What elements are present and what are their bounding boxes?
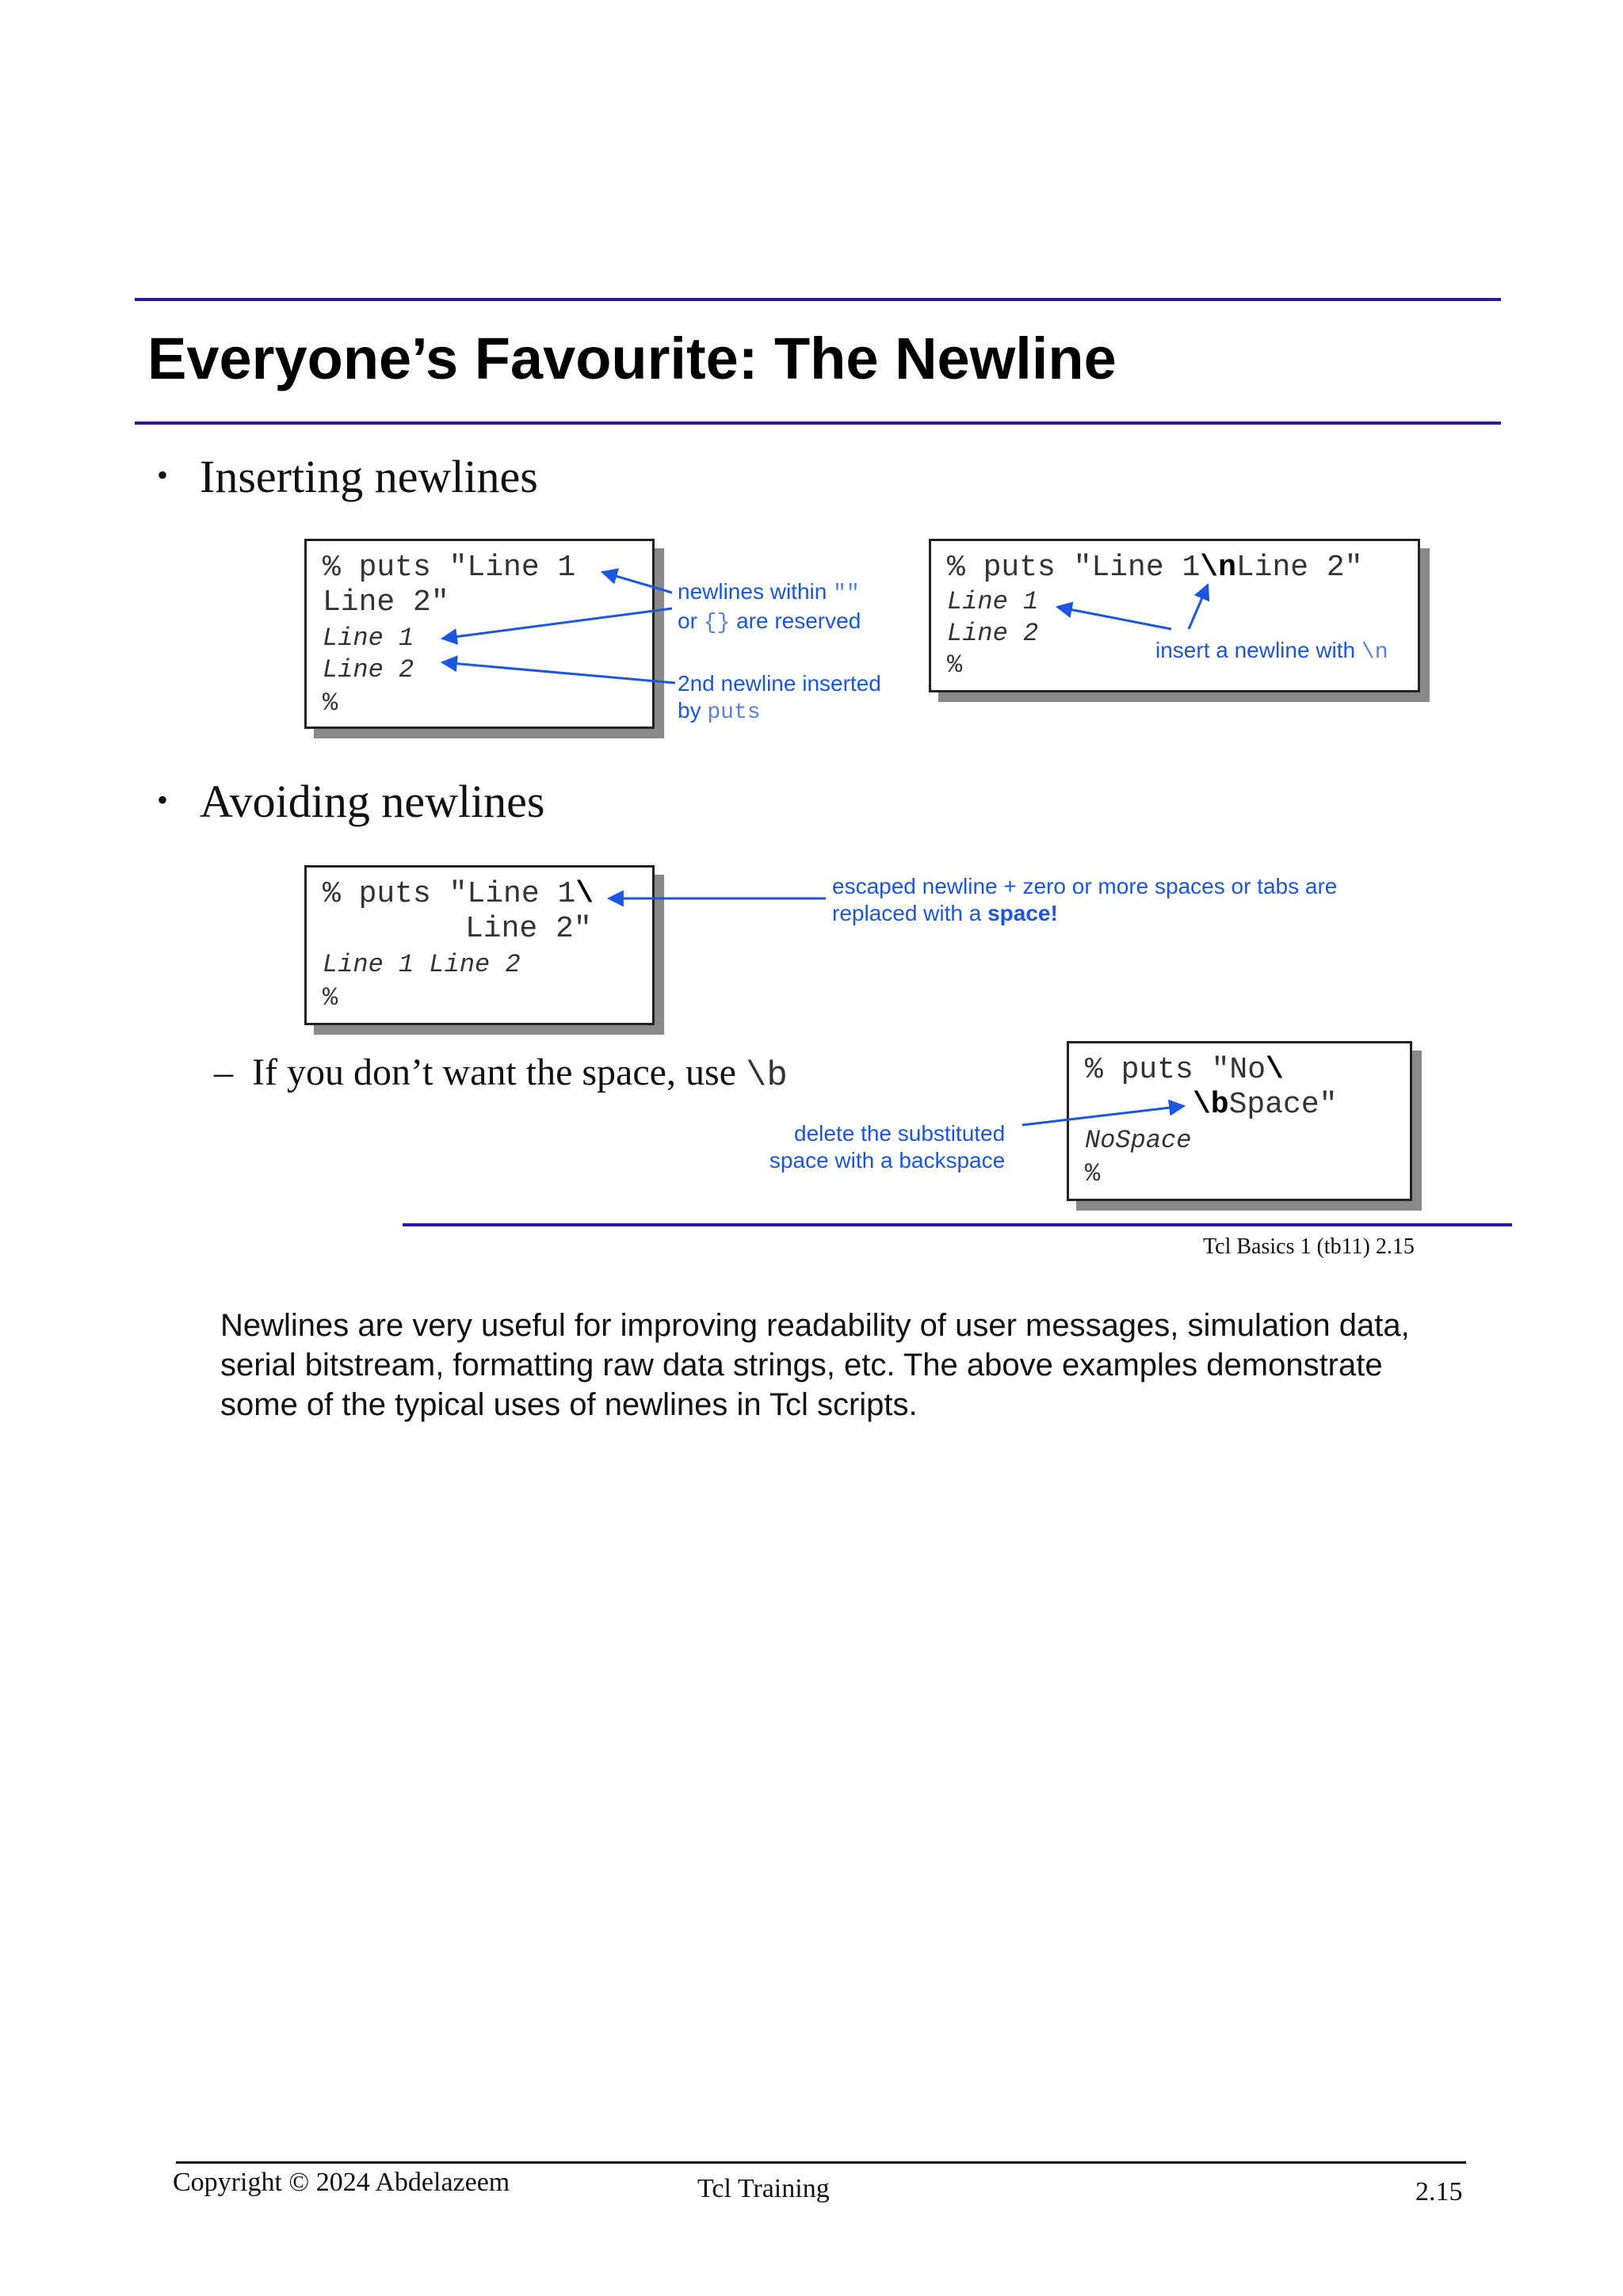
footer-copyright: Copyright © 2024 Abdelazeem <box>173 2168 510 2197</box>
code-line: % puts "Line 1\nLine 2" <box>947 551 1363 585</box>
note-insert-newline: insert a newline with \n <box>1155 638 1388 665</box>
sub-bullet-backspace: – If you don’t want the space, use \b <box>214 1051 788 1096</box>
prompt-line: % <box>323 983 338 1013</box>
arrow-to-output-line <box>442 608 672 639</box>
arrow-backspace <box>1022 1106 1184 1125</box>
code-line: Line 2" <box>323 585 449 620</box>
footer-rule <box>176 2161 1466 2164</box>
notes-paragraph: Newlines are very useful for improving readability of user messages, simulation data, serial bitstream, formatting raw data strings, etc. The above examples demonstrate some of the typical uses of newlines in Tcl scripts. <box>220 1308 1410 1422</box>
arrow-puts-newline <box>442 662 675 683</box>
code-line: % puts "No\ <box>1085 1053 1284 1087</box>
prompt-line: % <box>1085 1159 1101 1188</box>
output-line: Line 1 Line 2 <box>323 950 521 979</box>
note-newlines-reserved: newlines within "" or {} are reserved <box>678 579 861 635</box>
note-puts-newline: 2nd newline inserted by puts <box>678 671 881 725</box>
arrow-to-output <box>1057 607 1171 629</box>
code-line: Line 2" <box>465 912 592 946</box>
arrow-to-code-line <box>602 572 672 593</box>
output-line: Line 1 <box>947 587 1039 616</box>
output-line: NoSpace <box>1085 1126 1192 1155</box>
bullet-label: Inserting newlines <box>200 451 538 502</box>
note-delete-space: delete the substituted space with a backspace <box>769 1121 1006 1173</box>
code-line: % puts "Line 1 <box>323 551 576 585</box>
footer-center: Tcl Training <box>697 2174 830 2203</box>
code-line: \bSpace" <box>1193 1088 1338 1122</box>
bullet-label: Avoiding newlines <box>200 776 545 827</box>
code-line: % puts "Line 1\ <box>323 877 594 911</box>
footer-page-number: 2.15 <box>1415 2177 1463 2206</box>
output-line: Line 2 <box>323 655 414 685</box>
note-escaped-newline: escaped newline + zero or more spaces or tabs are replaced with a space! <box>832 874 1338 925</box>
slide-bottom-rule <box>403 1223 1512 1226</box>
arrow-backslash-n <box>1189 585 1208 629</box>
prompt-line: % <box>323 688 338 718</box>
slide-title: Everyone’s Favourite: The Newline <box>147 326 1117 391</box>
dash: – <box>214 1051 252 1093</box>
output-line: Line 2 <box>947 619 1039 648</box>
bullet-dot: • <box>157 782 169 818</box>
prompt-line: % <box>947 650 963 680</box>
slide-caption: Tcl Basics 1 (tb11) 2.15 <box>1203 1234 1415 1259</box>
bullet-dot: • <box>157 457 169 493</box>
output-line: Line 1 <box>323 624 414 653</box>
